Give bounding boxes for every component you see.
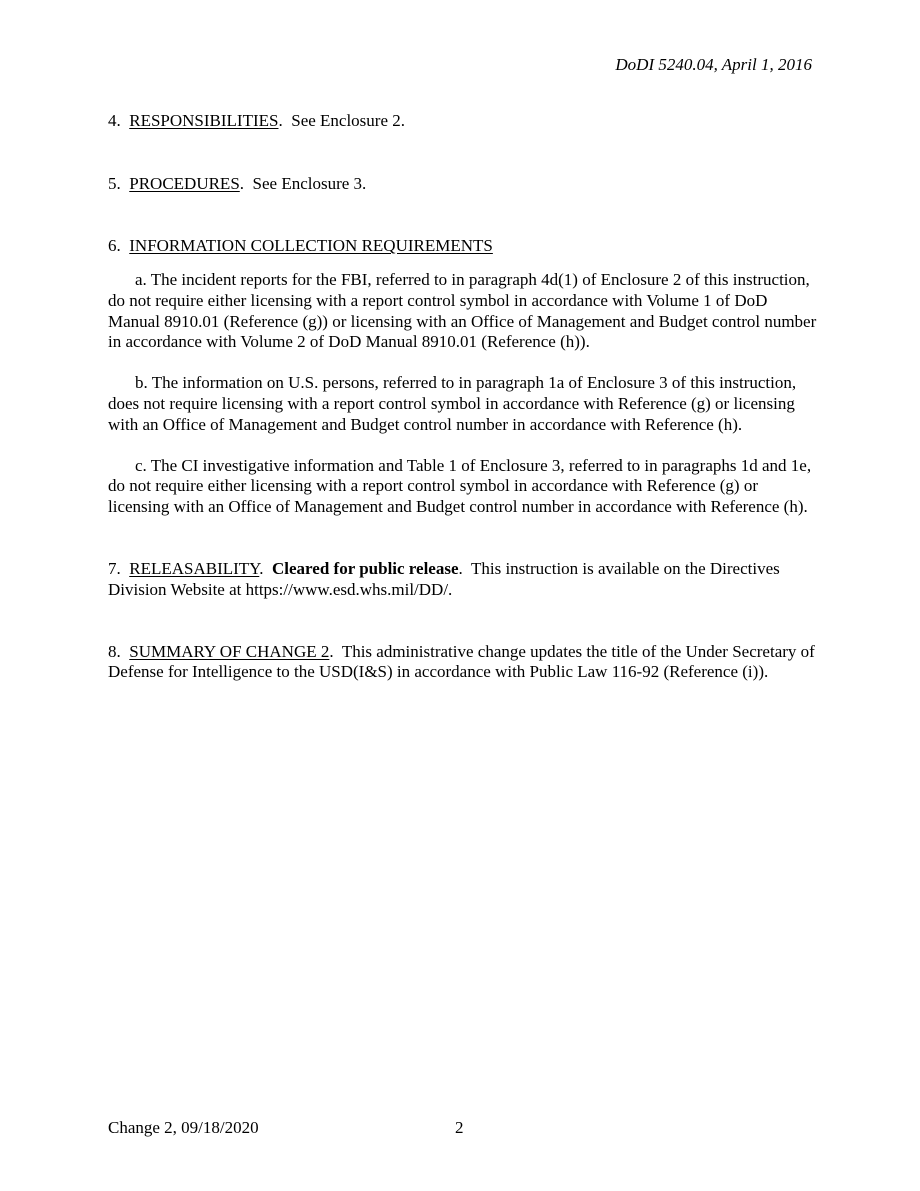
- document-reference: DoDI 5240.04, April 1, 2016: [615, 55, 812, 74]
- document-body: [108, 108, 820, 683]
- section-number: 5.: [108, 174, 121, 193]
- section-text: See Enclosure 2.: [291, 111, 406, 130]
- paragraph-6b: b. The information on U.S. persons, referred to in paragraph 1a of Enclosure 3 of this instruction, does not require licensing with a report control symbol in accordance with Reference (g) or licensing with an Office of Management and Budget control number in accordance with Reference (h).: [108, 373, 797, 434]
- change-notice: Change 2, 09/18/2020: [108, 1118, 259, 1137]
- page-number: 2: [455, 1118, 464, 1137]
- section-text: This administrative change updates the title of the Under Secretary of Defense for Intelligence to the USD(I&S) in accordance with Public Law 116-92 (Reference (i)).: [108, 641, 815, 682]
- page-footer: [108, 1117, 820, 1139]
- section-number: 7.: [108, 558, 121, 578]
- section-heading: INFORMATION COLLECTION REQUIREMENTS: [129, 236, 493, 255]
- section-7: 7. RELEASABILITY. Cleared for public release. This instruction is available on the Directives Division Website at https://www.esd.whs.mil/DD/.: [108, 558, 780, 599]
- section-number: 8.: [108, 641, 121, 661]
- public-release-statement: Cleared for public release: [272, 558, 459, 578]
- section-heading: SUMMARY OF CHANGE 2: [129, 641, 330, 661]
- section-4: 4. RESPONSIBILITIES. See Enclosure 2.: [108, 111, 406, 130]
- section-heading: RESPONSIBILITIES: [129, 111, 279, 130]
- paragraph-6c: c. The CI investigative information and Table 1 of Enclosure 3, referred to in paragraphs 1d and 1e, do not require either licensing with a report control symbol in accordance with Reference (g) or licensing with an Office of Management and Budget control number in accordance with Reference (h).: [108, 455, 812, 517]
- section-8: 8. SUMMARY OF CHANGE 2. This administrative change updates the title of the Under Secretary of Defense for Intelligence to the USD(I&S) in accordance with Public Law 116-92 (Reference (i)).: [108, 641, 815, 682]
- section-heading: RELEASABILITY: [129, 558, 260, 578]
- section-6: [108, 235, 820, 256]
- section-text: This instruction is available on the Directives Division Website at https://www.esd.whs.mil/DD/.: [108, 558, 780, 599]
- section-5: 5. PROCEDURES. See Enclosure 3.: [108, 174, 367, 193]
- section-number: 6.: [108, 236, 121, 255]
- paragraph-6a: a. The incident reports for the FBI, referred to in paragraph 4d(1) of Enclosure 2 of this instruction, do not require either licensing with a report control symbol in accordance with Volume 1 of DoD Manual 8910.01 (Reference (g)) or licensing with an Office of Management and Budget control number in accordance with Volume 2 of DoD Manual 8910.01 (Reference (h)).: [108, 270, 817, 352]
- section-text: See Enclosure 3.: [252, 174, 367, 193]
- section-number: 4.: [108, 111, 121, 130]
- section-heading: PROCEDURES: [129, 174, 240, 193]
